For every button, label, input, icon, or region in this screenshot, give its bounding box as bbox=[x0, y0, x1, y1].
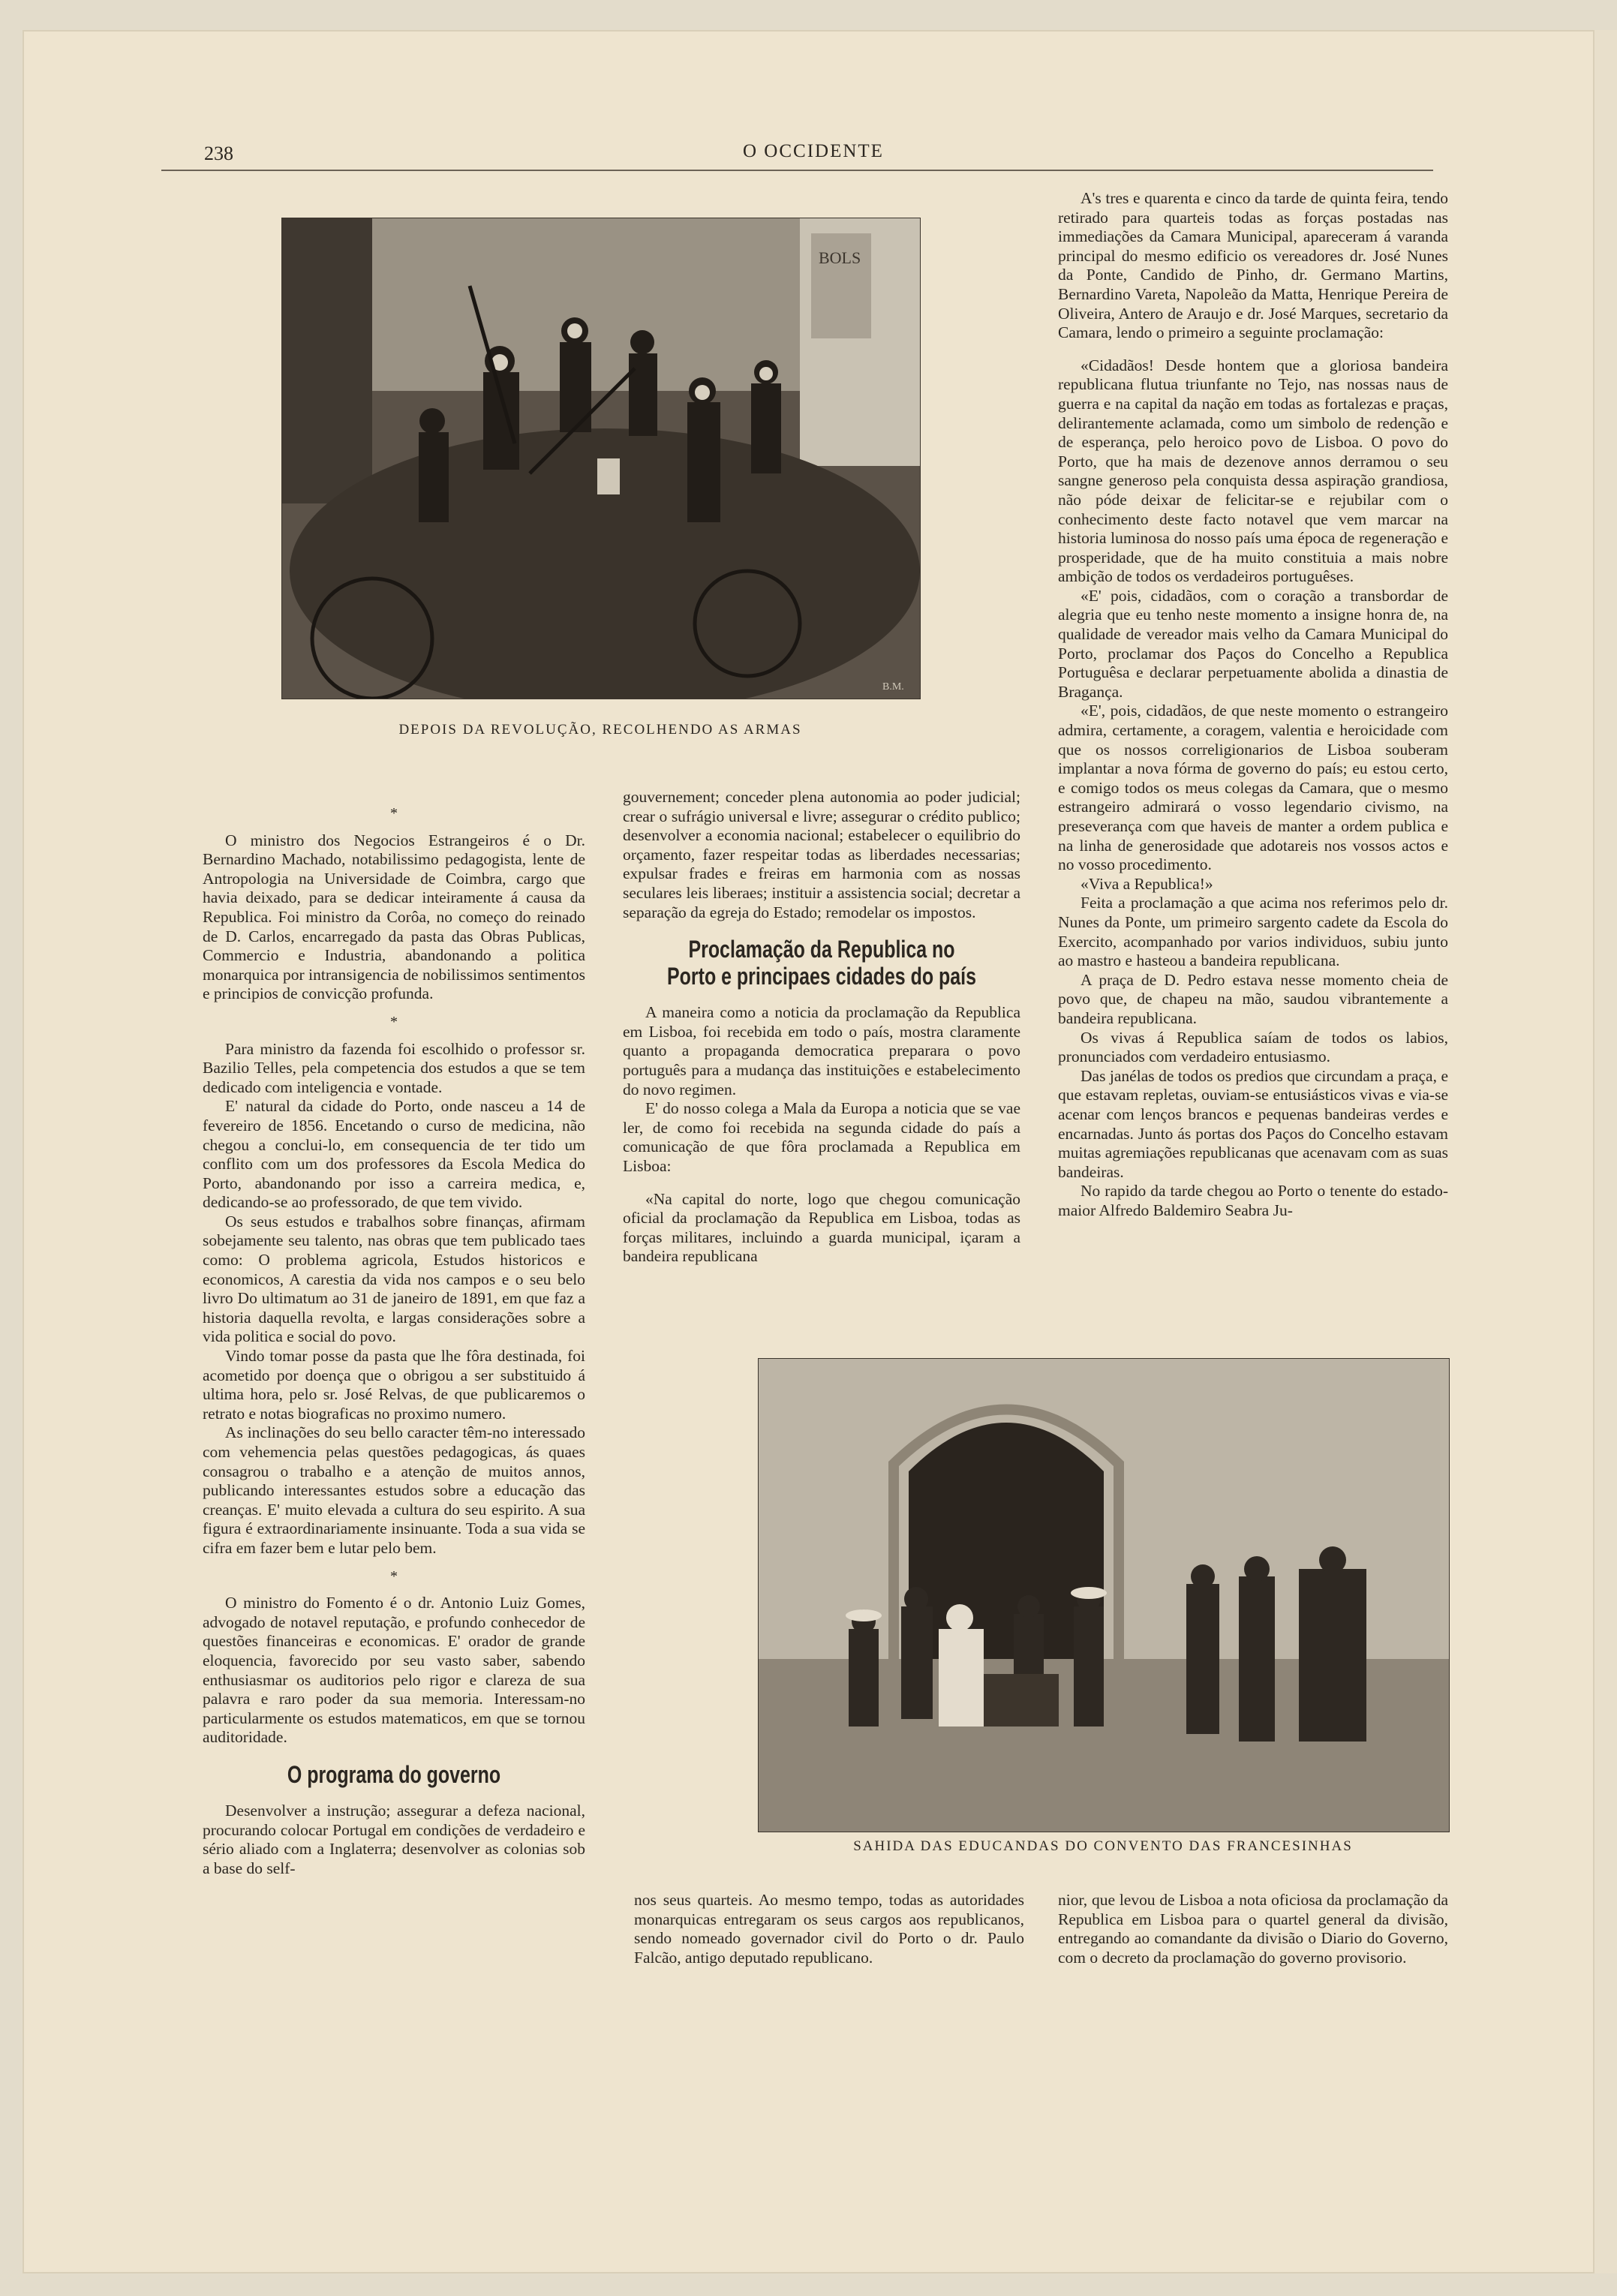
paragraph: O ministro do Fomento é o dr. Antonio Luiz Gomes, advogado de notavel reputação, e profundo conhecedor de questões financeiras e economicas. E' orador de grande eloquencia, favorecido por seu vasto saber, sabendo enthusiasmar os auditorios pelo rigor e clareza de sua palavra e raro poder da sua memoria. Interessam-no particularmente os estudos matematicos, em que se tornou auditoridade. bbox=[203, 1594, 585, 1747]
page-number: 238 bbox=[204, 143, 233, 164]
paragraph: Para ministro da fazenda foi escolhido o professor sr. Bazilio Telles, pela competencia dos estudos a que se tem dedicado com inteligencia e vontade. bbox=[203, 1039, 585, 1096]
heading-proclamacao: Proclamação da Republica no Porto e principaes cidades do país bbox=[667, 936, 976, 990]
section-separator: * bbox=[390, 805, 398, 822]
column-left bbox=[203, 795, 585, 1878]
section-separator: * bbox=[390, 1013, 398, 1030]
spacer bbox=[623, 990, 1020, 1003]
photo-caption-top: DEPOIS DA REVOLUÇÃO, RECOLHENDO AS ARMAS bbox=[398, 722, 802, 738]
paragraph: O ministro dos Negocios Estrangeiros é o Dr. Bernardino Machado, notabilissimo pedagogista, lente de Antropologia na Universidade de Coimbra, cargo que havia deixado, para se dedicar inteiramente á causa da Republica. Foi ministro da Corôa, no começo do reinado de D. Carlos, encarregado da pasta das Obras Publicas, Commercio e Industria, abandonando a politica monarquica por intransigencia de nobilissimos sentimentos e principios de convicção profunda. bbox=[203, 831, 585, 1003]
column-right bbox=[1058, 189, 1448, 1220]
photo-revolution-illustration bbox=[282, 218, 920, 699]
paragraph: «E', pois, cidadãos, de que neste momento o estrangeiro admira, certamente, a coragem, valentia e heroicidade com que os nossos correligionarios de Lisboa souberam implantar a nova fórma de governo do país; eu estou certo, e comigo todos os meus colegas da Camara, que o mesmo estrangeiro admirará o vosso legendario civismo, na preseverança com que haveis de manter a ordem publica e na linha de generosidade que adotareis nos vossos actos e no vosso procedimento. bbox=[1058, 702, 1448, 874]
paragraph: No rapido da tarde chegou ao Porto o tenente do estado-maior Alfredo Baldemiro Seabra Ju- bbox=[1058, 1182, 1448, 1219]
paragraph: nos seus quarteis. Ao mesmo tempo, todas as autoridades monarquicas entregaram os seus cargos aos republicanos, sendo nomeado governador civil do Porto o dr. Paulo Falcão, antigo deputado republicano. bbox=[634, 1891, 1024, 1967]
paragraph: E' do nosso colega a Mala da Europa a noticia que se vae ler, de como foi recebida na segunda cidade do país a comunicação de que fôra proclamada a Republica em Lisboa: bbox=[623, 1099, 1020, 1175]
paragraph: A praça de D. Pedro estava nesse momento cheia de povo que, de chapeu na mão, saudou vibrantemente a bandeira republicana. bbox=[1058, 970, 1448, 1027]
paragraph: Os vivas á Republica saíam de todos os labios, pronunciados com verdadeiro entusiasmo. bbox=[1058, 1028, 1448, 1066]
photo-signature: B.M. bbox=[882, 681, 904, 693]
photo-convent-girls bbox=[758, 1358, 1450, 1832]
paragraph: nior, que levou de Lisboa a nota oficiosa da proclamação da Republica em Lisboa para o quartel general da divisão, entregando ao comandante da divisão o Diario do Governo, com o decreto da proclamação do governo provisorio. bbox=[1058, 1891, 1448, 1967]
paragraph: E' natural da cidade do Porto, onde nasceu a 14 de fevereiro de 1856. Encetando o curso de medicina, não chegou a conclui-lo, em consequencia de ter tido um conflito com um dos professores da Escola Medica do Porto, abandonando por isso a carreira medica, e, dedicando-se ao professorado, de que tem vivido. bbox=[203, 1097, 585, 1212]
photo-convent-illustration bbox=[759, 1359, 1449, 1832]
spacer bbox=[203, 1748, 585, 1761]
paragraph: Vindo tomar posse da pasta que lhe fôra destinada, foi acometido por doença que o obrigou a ser substituido á ultima hora, pelo sr. José Relvas, de que publicaremos o retrato e notas biograficas no proximo numero. bbox=[203, 1347, 585, 1423]
paragraph: Desenvolver a instrução; assegurar a defeza nacional, procurando colocar Portugal em condições de verdadeiro e sério aliado com a Inglaterra; desenvolver as colonias sob a base do self- bbox=[203, 1801, 585, 1877]
paragraph: A's tres e quarenta e cinco da tarde de quinta feira, tendo retirado para quarteis todas as forças postadas nas immediações da Camara Municipal, apareceram á varanda principal do mesmo edificio os vereadores dr. José Nunes da Ponte, Candido de Pinho, dr. Germano Martins, Bernardino Vareta, Napoleão da Matta, Henrique Pereira de Oliveira, Antero de Araujo e dr. José Marques, secretario da Camara, lendo o primeiro a seguinte proclamação: bbox=[1058, 189, 1448, 342]
column-right-lower bbox=[1058, 1891, 1448, 1967]
spacer bbox=[623, 922, 1020, 936]
photo-caption-bottom: SAHIDA DAS EDUCANDAS DO CONVENTO DAS FRANCESINHAS bbox=[853, 1838, 1353, 1854]
spacer bbox=[1058, 343, 1448, 356]
paragraph: As inclinações do seu bello caracter têm-no interessado com vehemencia pelas questões pedagogicas, ás quaes consagrou o trabalho e a atenção de muitos annos, publicando interessantes estudos sobre a educação das creanças. E' muito elevada a cultura do seu espirito. A sua figura é extraordinariamente insinuante. Toda a sua vida se cifra em fazer bem e lutar pelo bem. bbox=[203, 1423, 585, 1557]
section-separator: * bbox=[390, 1567, 398, 1585]
paragraph: «Viva a Republica!» bbox=[1081, 874, 1213, 893]
photo-revolution-arms bbox=[281, 218, 921, 699]
publication-title: O OCCIDENTE bbox=[743, 141, 884, 161]
page-edge bbox=[1594, 30, 1617, 2273]
paragraph: «Cidadãos! Desde hontem que a gloriosa bandeira republicana flutua triunfante no Tejo, nas nossas naus de guerra e na capital da nação em todas as fortalezas e praças, delirantemente aclamada, como um simbolo de redenção e de esperança, pelo heroico povo de Lisboa. O povo do Porto, que ha mais de dezenove annos derramou o seu sangne generoso pela conquista dessa aspiração grandiosa, não póde deixar de felicitar-se e rejubilar com o conhecimento deste facto notavel que vem marcar na historia luminosa do nosso país uma época de regeneração e prosperidade, que de ha muito constituia a mais nobre ambição de todos os verdadeiros portuguêses. bbox=[1058, 356, 1448, 586]
heading-programa: O programa do governo bbox=[287, 1760, 501, 1788]
paragraph: Os seus estudos e trabalhos sobre finanças, afirmam sobejamente seu talento, nas obras que tem publicado taes como: O problema agricola, Estudos historicos e economicos, A carestia da vida nos campos e o seu belo livro Do ultimatum ao 31 de janeiro de 1891, em que faz a historia daquella revolta, e largas considerações sobre a vida politica e social do povo. bbox=[203, 1212, 585, 1346]
paragraph: «Na capital do norte, logo que chegou comunicação oficial da proclamação da Republica em Lisboa, todas as forças militares, incluindo a guarda municipal, içaram a bandeira republicana bbox=[623, 1189, 1020, 1266]
paragraph: A maneira como a noticia da proclamação da Republica em Lisboa, foi recebida em todo o país, mostra claramente quanto a propaganda democratica preparara o povo português para a mudança das instituições e estabelecimento do novo regimen. bbox=[623, 1003, 1020, 1098]
header-rule bbox=[161, 170, 1433, 171]
paragraph: Feita a proclamação a que acima nos referimos pelo dr. Nunes da Ponte, um primeiro sargento cadete da Escola do Exercito, acompanhado por varios individuos, subiu junto ao mastro e hasteou a bandeira republicana. bbox=[1058, 894, 1448, 970]
spacer bbox=[203, 1788, 585, 1802]
paragraph: «E' pois, cidadãos, com o coração a transbordar de alegria que eu tenho neste momento a insigne honra de, na qualidade de vereador mais velho da Camara Municipal do Porto, proclamar dos Paços do Concelho a Republica Portuguêsa e declarar perpetuamente abolida a dinastia de Bragança. bbox=[1058, 586, 1448, 701]
column-middle-lower bbox=[634, 1891, 1024, 1967]
paragraph: Das janélas de todos os predios que circundam a praça, e que estavam repletas, ouviam-se entusiásticos vivas e via-se acenar com lenços brancos e pequenas bandeiras verdes e encarnadas. Junto ás portas dos Paços do Concelho estavam muitas agremiações republicanas que acenavam com as suas bandeiras. bbox=[1058, 1066, 1448, 1181]
column-middle bbox=[623, 788, 1020, 1267]
spacer bbox=[623, 1177, 1020, 1190]
paragraph: gouvernement; conceder plena autonomia ao poder judicial; crear o sufrágio universal e livre; assegurar o crédito publico; desenvolver a economia nacional; estabelecer o equilibrio do orçamento, fazer respeitar todas as liberdades necessarias; expulsar frades e freiras em harmonia com as nossas seculares leis liberaes; instituir a assistencia social; decretar a separação da egreja do Estado; remodelar os impostos. bbox=[623, 788, 1020, 921]
photo-sign-text: BOLS bbox=[819, 248, 861, 267]
